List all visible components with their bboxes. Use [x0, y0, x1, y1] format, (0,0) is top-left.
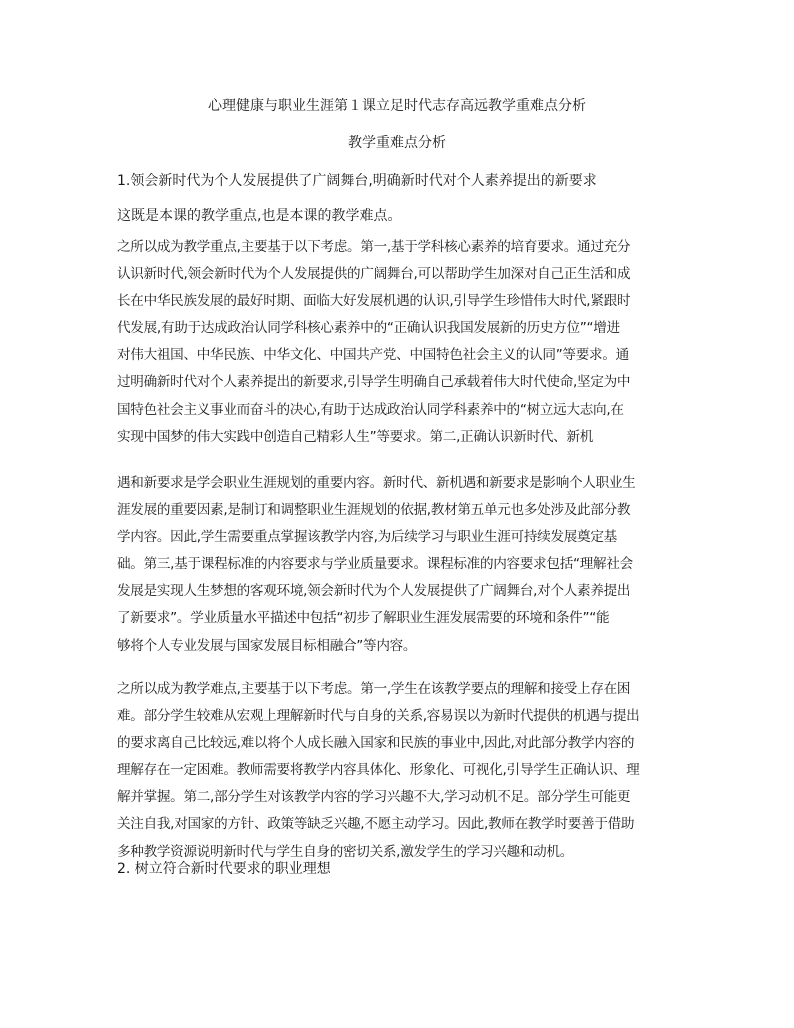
- document-title: 心理健康与职业生涯第１课立足时代志存高远教学重难点分析: [208, 98, 586, 114]
- section-2-heading: 2. 树立符合新时代要求的职业理想: [117, 861, 331, 877]
- paragraph-line: 涯发展的重要因素,是制订和调整职业生涯规划的依据,教材第五单元也多处涉及此部分教: [117, 502, 631, 519]
- paragraph-line: 对伟大祖国、中华民族、中华文化、中国共产党、中国特色社会主义的认同”等要求。通: [117, 347, 629, 364]
- paragraph-line: 理解存在一定困难。教师需要将教学内容具体化、形象化、可视化,引导学生正确认识、理: [117, 762, 640, 779]
- paragraph-line: 代发展,有助于达成政治认同学科核心素养中的“正确认识我国发展新的历史方位”“增进: [117, 320, 620, 337]
- paragraph-1: [117, 234, 692, 451]
- paragraph-line: 之所以成为教学重点,主要基于以下考虑。第一,基于学科核心素养的培育要求。通过充分: [117, 239, 631, 255]
- intro-line: 这既是本课的教学重点,也是本课的教学难点。: [117, 208, 402, 224]
- paragraph-2: [117, 470, 692, 660]
- paragraph-line: 多种教学资源说明新时代与学生自身的密切关系,激发学生的学习兴趣和动机。: [117, 843, 574, 860]
- paragraph-line: 实现中国梦的伟大实践中创造自己精彩人生”等要求。第二,正确认识新时代、新机: [117, 428, 594, 445]
- paragraph-line: 之所以成为教学难点,主要基于以下考虑。第一,学生在该教学要点的理解和接受上存在困: [117, 681, 631, 697]
- paragraph-line: 发展是实现人生梦想的客观环境,领会新时代为个人发展提供了广阔舞台,对个人素养提出: [117, 583, 631, 600]
- paragraph-line: 长在中华民族发展的最好时期、面临大好发展机遇的认识,引导学生珍惜伟大时代,紧跟时: [117, 293, 631, 310]
- paragraph-line: 础。第三,基于课程标准的内容要求与学业质量要求。课程标准的内容要求包括“理解社会: [117, 556, 633, 573]
- paragraph-line: 的要求离自己比较远,难以将个人成长融入国家和民族的事业中,因此,对此部分教学内容的: [117, 735, 635, 752]
- paragraph-line: 了新要求”。学业质量水平描述中包括“初步了解职业生涯发展需要的环境和条件”“能: [117, 610, 610, 627]
- paragraph-line: 国特色社会主义事业而奋斗的决心,有助于达成政治认同学科素养中的“树立远大志向,在: [117, 401, 624, 418]
- paragraph-line: 够将个人专业发展与国家发展目标相融合”等内容。: [117, 637, 417, 654]
- paragraph-line: 关注自我,对国家的方针、政策等缺乏兴趣,不愿主动学习。因此,教师在教学时要善于借助: [117, 816, 635, 833]
- paragraph-line: 遇和新要求是学会职业生涯规划的重要内容。新时代、新机遇和新要求是影响个人职业生: [117, 475, 636, 491]
- paragraph-3: [117, 676, 692, 866]
- paragraph-line: 过明确新时代对个人素养提出的新要求,引导学生明确自己承载着伟大时代使命,坚定为中: [117, 374, 631, 391]
- paragraph-line: 解并掌握。第二,部分学生对该教学内容的学习兴趣不大,学习动机不足。部分学生可能更: [117, 789, 631, 806]
- paragraph-line: 认识新时代,领会新时代为个人发展提供的广阔舞台,可以帮助学生加深对自己正生活和成: [117, 266, 631, 283]
- section-1-heading: 1.领会新时代为个人发展提供了广阔舞台,明确新时代对个人素养提出的新要求: [117, 173, 597, 189]
- paragraph-line: 学内容。因此,学生需要重点掌握该教学内容,为后续学习与职业生涯可持续发展奠定基: [117, 529, 617, 546]
- document-subtitle: 教学重难点分析: [348, 135, 446, 151]
- paragraph-line: 难。部分学生较难从宏观上理解新时代与自身的关系,容易误以为新时代提供的机遇与提出: [117, 708, 640, 725]
